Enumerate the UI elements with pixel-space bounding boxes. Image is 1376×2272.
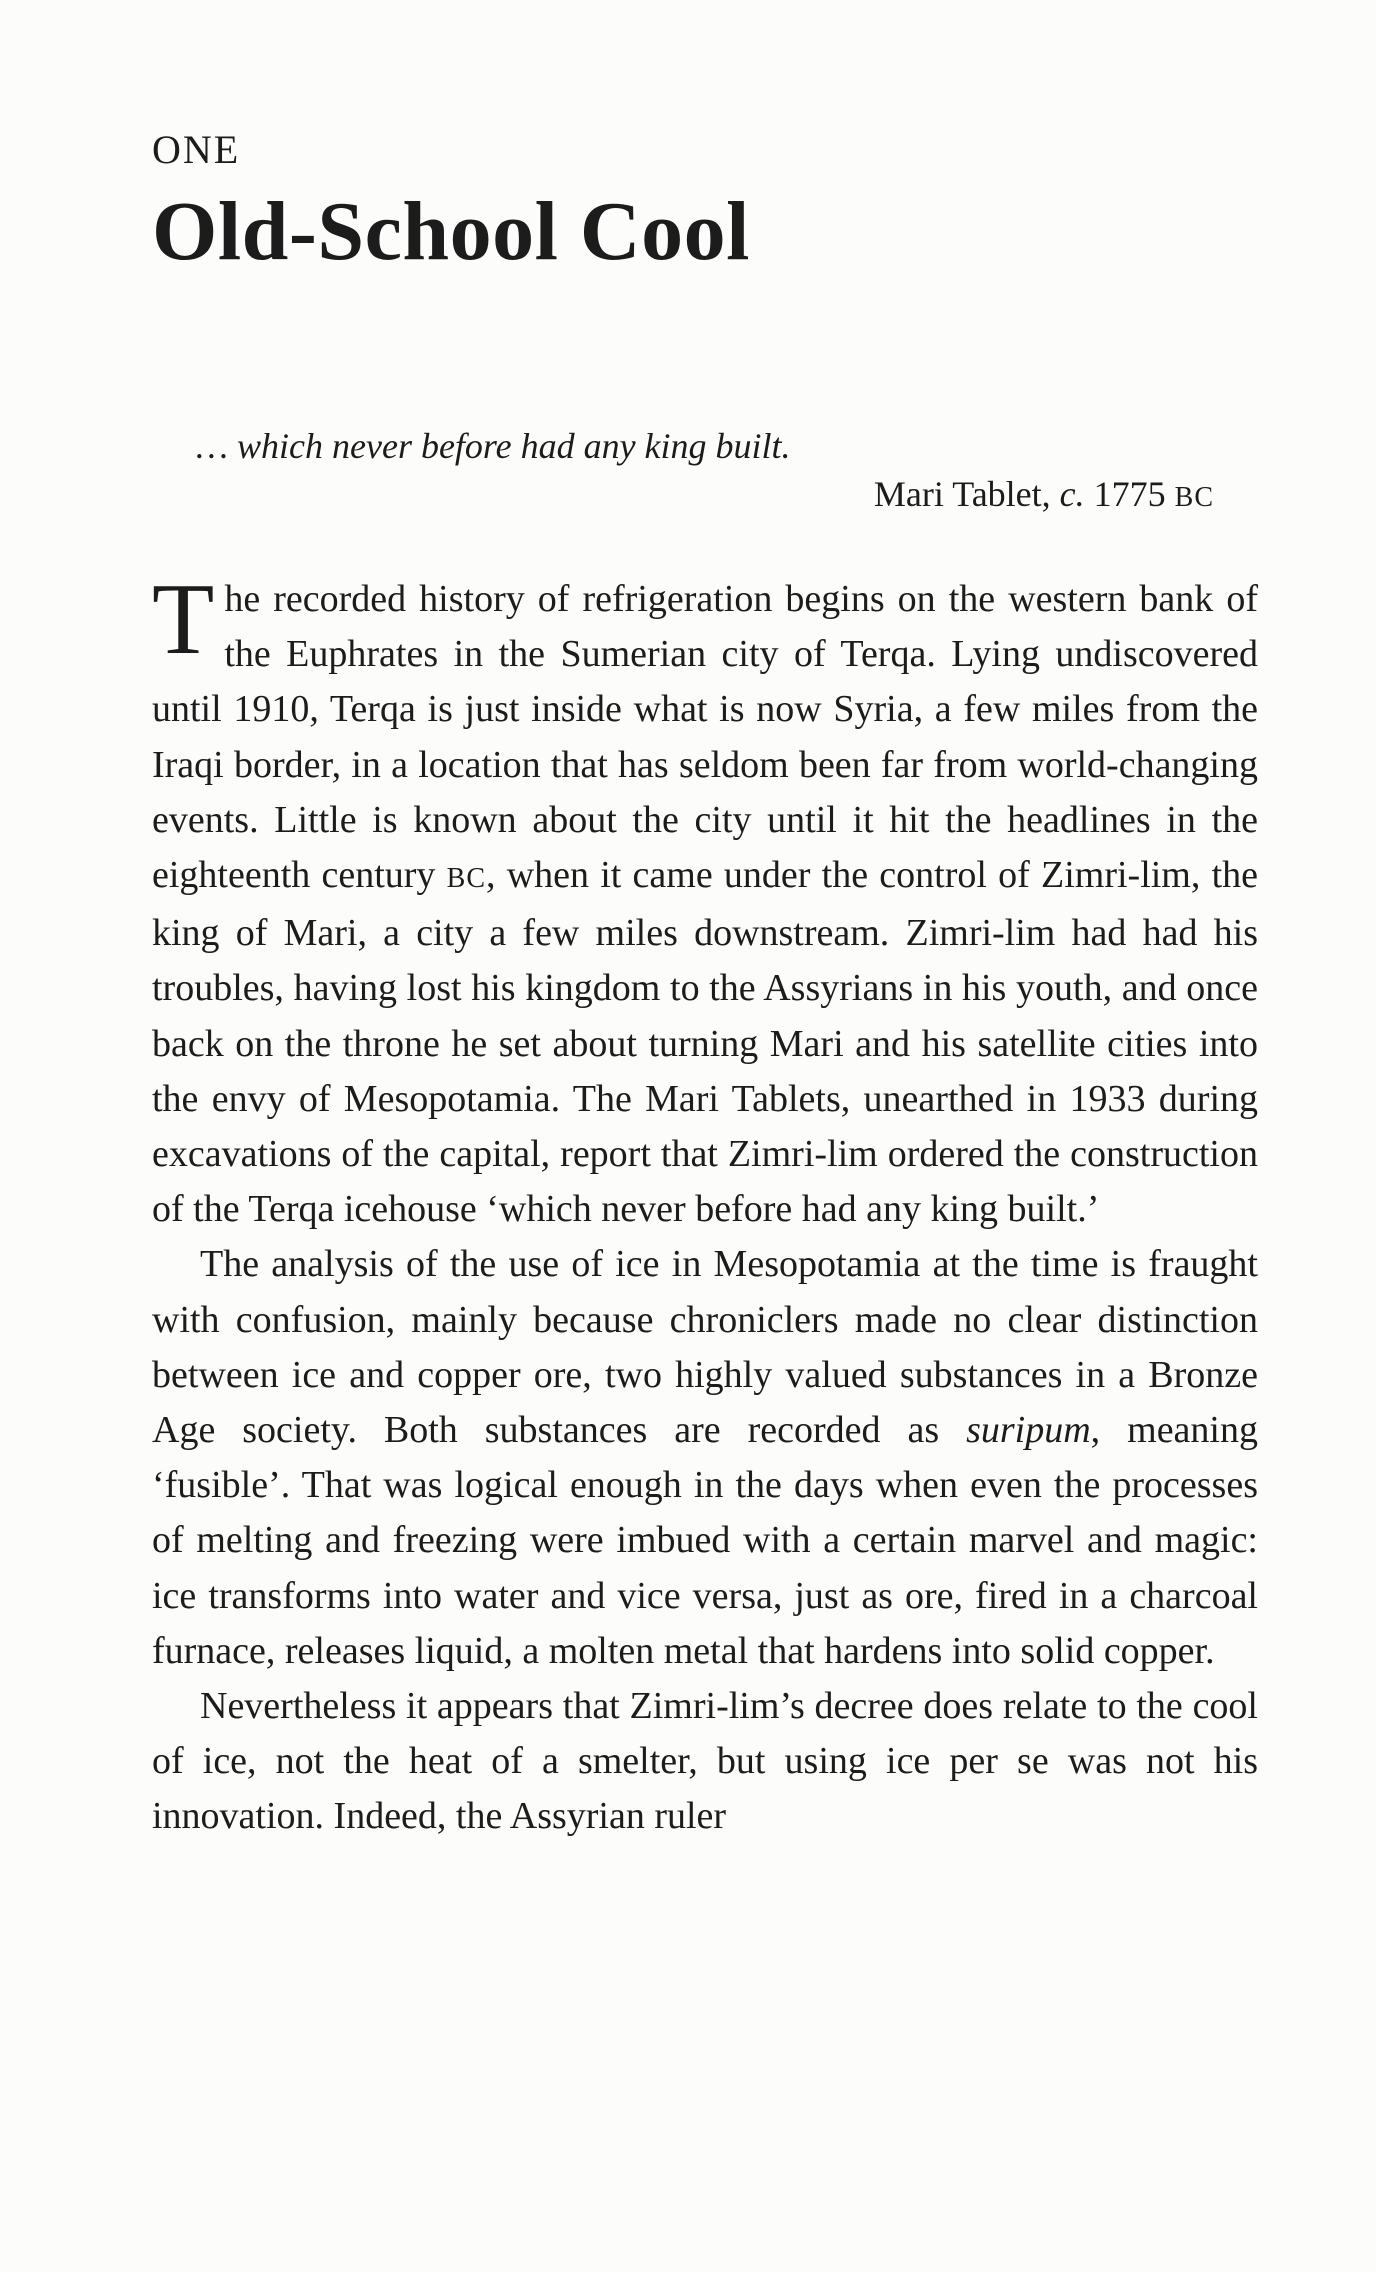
epigraph-source-year: 1775 — [1084, 474, 1175, 514]
paragraph-1-text-b: , when it came under the control of Zimri-lim, the king of Mari, a city a few miles downstream. Zimri-lim had had his troubles, having lost his kingdom to the Assyrians in his youth, and once back on the throne he set about turning Mari and his satellite cities into the envy of Mesopotamia. The Mari Tablets, unearthed in 1933 during excavations of the capital, report that Zimri-lim ordered the construction of the Terqa icehouse ‘which never before had any king built.’ — [152, 854, 1258, 1231]
paragraph-1 — [152, 563, 1258, 1237]
epigraph-source-prefix: Mari Tablet, — [873, 474, 1060, 514]
paragraph-3: Nevertheless it appears that Zimri-lim’s decree does relate to the cool of ice, not the heat of a smelter, but using ice per se was not his innovation. Indeed, the Assyrian ruler — [152, 1685, 1258, 1838]
drop-cap: T — [152, 563, 215, 676]
paragraph-2-text-a: The analysis of the use of ice in Mesopotamia at the time is fraught with confusion, mainly because chroniclers made no clear distinction between ice and copper ore, two highly valued substances in a Bronze Age society. Both substances are recorded as — [152, 1243, 1258, 1452]
paragraph-2 — [152, 1237, 1258, 1679]
paragraph-2-term: suripum — [966, 1409, 1091, 1452]
epigraph — [152, 422, 1258, 522]
book-page — [152, 127, 1258, 1845]
paragraph-1-era: BC — [446, 863, 486, 895]
paragraph-1-text-a: he recorded history of refrigeration begins on the western bank of the Euphrates in the Sumerian city of Terqa. Lying undiscovered until 1910, Terqa is just inside what is now Syria, a few miles from the Iraqi border, in a location that has seldom been far from world-changing events. Little is known about the city until it hit the headlines in the eighteenth century — [152, 578, 1258, 897]
body-text — [152, 563, 1258, 1845]
paragraph-2-text-b: , meaning ‘fusible’. That was logical enough in the days when even the processes of melting and freezing were imbued with a certain marvel and magic: ice transforms into water and vice versa, just as ore, fired in a charcoal furnace, releases liquid, a molten metal that hardens into solid copper. — [152, 1409, 1258, 1672]
epigraph-quote: … which never before had any king built. — [196, 426, 791, 466]
chapter-title: Old-School Cool — [152, 185, 750, 278]
epigraph-source-era: BC — [1174, 482, 1214, 513]
epigraph-source — [152, 470, 1258, 522]
chapter-label: ONE — [152, 127, 241, 172]
epigraph-source-circa: c. — [1059, 474, 1085, 514]
